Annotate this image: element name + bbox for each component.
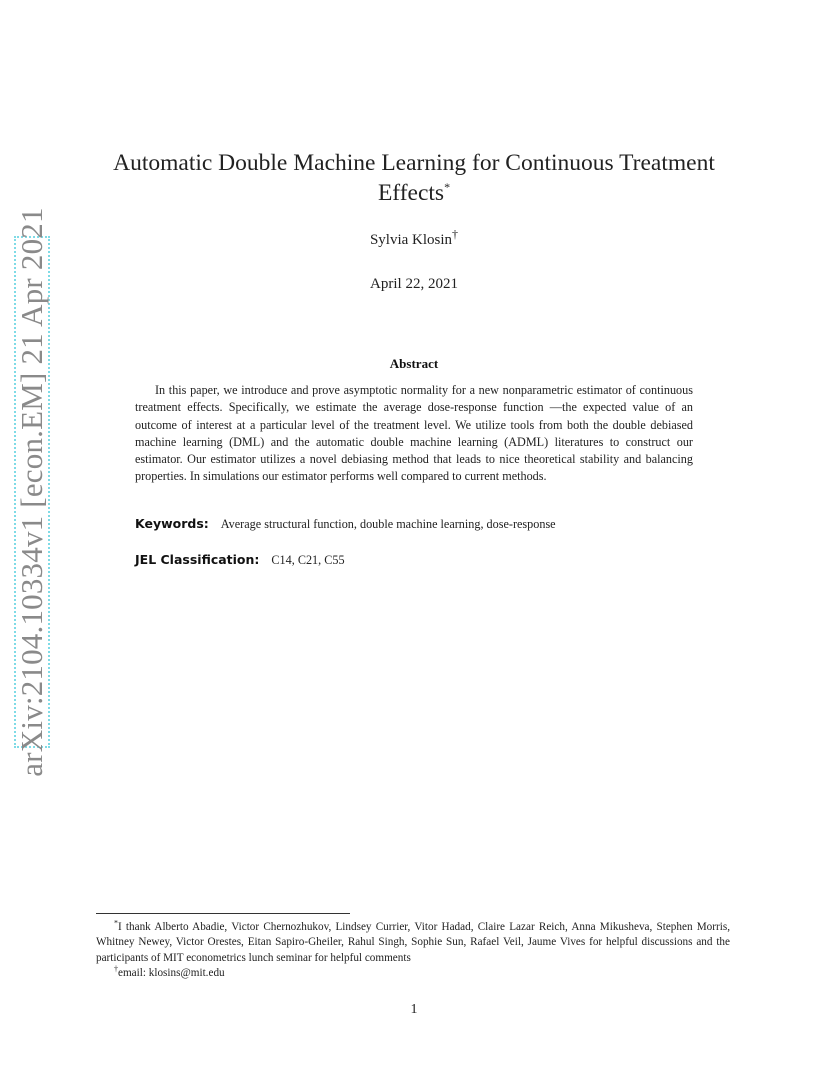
footnotes [96,920,730,982]
author-footnote-mark: † [452,227,459,241]
footnote-mark: † [114,964,118,974]
keywords-label: Keywords: [135,516,209,531]
abstract-body: In this paper, we introduce and prove asymptotic normality for a new nonparametric estimator of continuous treatment effects. Specifically, we estimate the average dose-response function —the expected value of an outcome of interest at a particular level of the treatment level. We utilize tools from both the double debiased machine learning (DML) and the automatic double machine learning (ADML) literatures to construct our estimator. Our estimator utilizes a novel debiasing method that leads to nice theoretical stability and balancing properties. In simulations our estimator performs well compared to current methods. [135,383,693,484]
arxiv-stamp [14,207,50,777]
footnote-acknowledgements [96,920,730,966]
paper-title-text: Automatic Double Machine Learning for Continuous Treatment Effects [113,150,715,206]
title-footnote-mark: * [444,180,451,195]
arxiv-identifier: arXiv:2104.10334v1 [econ.EM] 21 Apr 2021 [14,207,49,777]
paper-date: April 22, 2021 [370,276,458,292]
footnote-text: email: klosins@mit.edu [118,967,225,980]
author-name: Sylvia Klosin [369,232,453,248]
abstract-heading: Abstract [389,356,439,371]
paper-title [100,148,728,208]
footnote-divider [96,913,350,914]
footnote-mark: * [114,918,118,928]
keywords [135,516,735,532]
page-number: 1 [410,1002,418,1017]
author [0,227,828,249]
jel-label: JEL Classification: [135,552,260,567]
footnote-text: I thank Alberto Abadie, Victor Chernozhukov, Lindsey Currier, Vitor Hadad, Claire Lazar Reich, Anna Mikusheva, Stephen Morris, Whitney Newey, Victor Orestes, Eitan Sapiro-Gheiler, Rahul Singh, Sophie Sun, Rafael Veil, Jaume Vives for helpful discussions and the participants of MIT econometrics lunch seminar for helpful comments [96,921,730,964]
jel-value: C14, C21, C55 [271,553,345,567]
jel-classification [135,552,735,568]
footnote-email [96,966,730,981]
keywords-value: Average structural function, double machine learning, dose-response [220,517,556,531]
